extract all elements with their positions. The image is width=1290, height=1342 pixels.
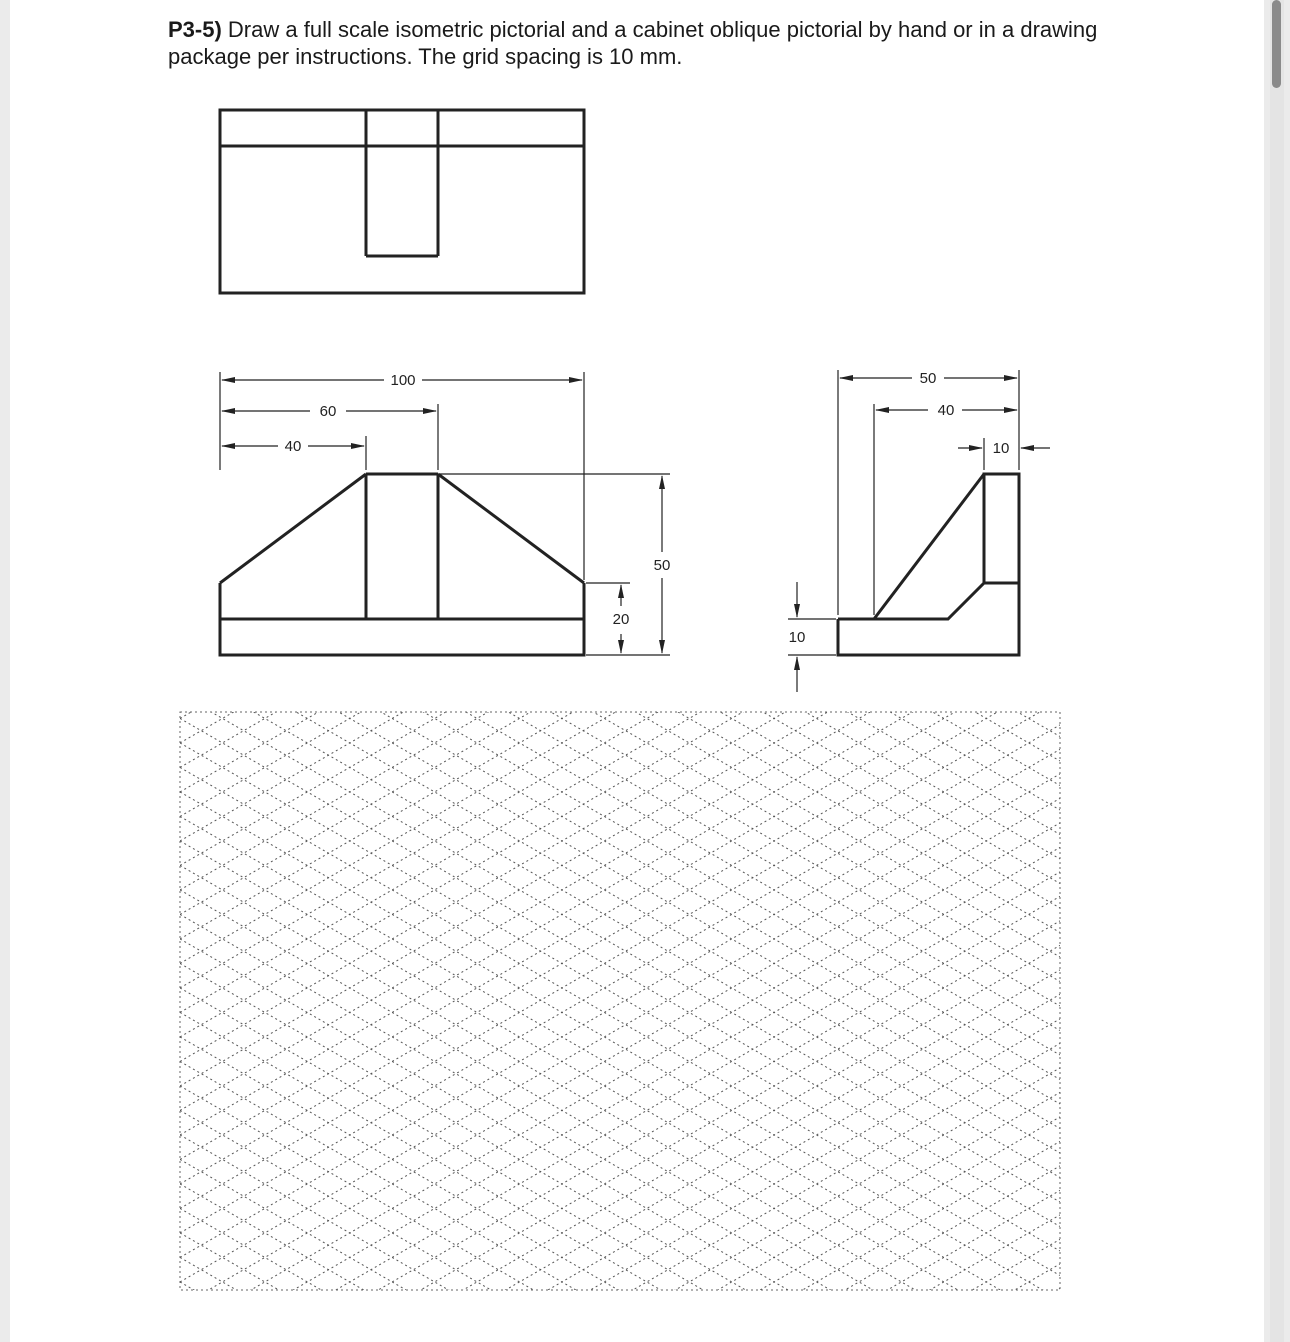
grid-line — [180, 1257, 1060, 1342]
grid-line — [180, 0, 1060, 253]
grid-line — [180, 1135, 1060, 1342]
grid-line — [180, 1264, 1060, 1342]
grid-line — [180, 890, 1060, 1342]
grid-line — [180, 914, 1060, 1342]
grid-line — [180, 112, 1060, 620]
grid-line — [180, 351, 1060, 859]
grid-line — [180, 0, 1060, 204]
grid-line — [180, 694, 1060, 1202]
grid-line — [180, 700, 1060, 1208]
grid-line — [180, 767, 1060, 1275]
grid-line — [180, 1306, 1060, 1342]
grid-line — [180, 970, 1060, 1342]
grid-line — [180, 235, 1060, 743]
grid-line — [180, 841, 1060, 1342]
grid-line — [180, 529, 1060, 1037]
front-view-dimensions — [220, 372, 670, 655]
grid-line — [180, 210, 1060, 718]
grid-line — [180, 204, 1060, 712]
grid-border — [180, 712, 1060, 1290]
grid-line — [180, 333, 1060, 841]
grid-line — [180, 571, 1060, 1079]
grid-line — [180, 1117, 1060, 1342]
grid-line — [180, 847, 1060, 1342]
grid-line — [180, 963, 1060, 1342]
grid-line — [180, 137, 1060, 645]
grid-line — [180, 1288, 1060, 1342]
grid-line — [180, 0, 1060, 498]
grid-line — [180, 1159, 1060, 1342]
grid-line — [180, 63, 1060, 571]
grid-line — [180, 498, 1060, 1006]
isometric-grid — [180, 0, 1060, 1342]
grid-line — [180, 945, 1060, 1342]
grid-line — [180, 1233, 1060, 1342]
grid-line — [180, 375, 1060, 883]
grid-line — [180, 749, 1060, 1257]
grid-line — [180, 921, 1060, 1342]
grid-line — [180, 1141, 1060, 1342]
side-view-dimensions — [788, 370, 1050, 692]
grid-line — [180, 1190, 1060, 1342]
grid-line — [180, 627, 1060, 1135]
grid-line — [180, 424, 1060, 932]
grid-line — [180, 1331, 1060, 1342]
grid-line — [180, 0, 1060, 424]
grid-line — [180, 0, 1060, 351]
scrollbar-thumb[interactable] — [1272, 0, 1281, 88]
grid-line — [180, 669, 1060, 1177]
grid-line — [180, 382, 1060, 890]
grid-line — [180, 1239, 1060, 1342]
grid-line — [180, 792, 1060, 1300]
grid-line — [180, 455, 1060, 963]
grid-line — [180, 743, 1060, 1251]
dim-10-base: 10 — [788, 629, 806, 646]
grid-line — [180, 1282, 1060, 1342]
grid-line — [180, 865, 1060, 1342]
grid-line — [180, 284, 1060, 792]
grid-line — [180, 0, 1060, 228]
grid-line — [180, 645, 1060, 1153]
grid-line — [180, 823, 1060, 1331]
grid-line — [180, 725, 1060, 1233]
grid-line — [180, 676, 1060, 1184]
grid-line — [180, 1068, 1060, 1342]
problem-label: P3-5) — [168, 17, 222, 42]
grid-line — [180, 1019, 1060, 1342]
grid-line — [180, 1110, 1060, 1342]
grid-line — [180, 504, 1060, 1012]
grid-line — [180, 431, 1060, 939]
grid-line — [180, 718, 1060, 1226]
grid-line — [180, 1061, 1060, 1342]
grid-line — [180, 449, 1060, 957]
dim-40-depth: 40 — [937, 402, 955, 419]
grid-line — [180, 0, 1060, 375]
grid-line — [180, 1086, 1060, 1342]
dim-10-rib: 10 — [992, 440, 1010, 457]
dim-50-height: 50 — [653, 557, 671, 574]
grid-line — [180, 522, 1060, 1030]
grid-line — [180, 253, 1060, 761]
problem-text: Draw a full scale isometric pictorial and a cabinet oblique pictorial by hand or in a drawing package per instructions. The grid spacing is 10 mm. — [168, 17, 1098, 69]
grid-line — [180, 480, 1060, 988]
grid-line — [180, 602, 1060, 1110]
grid-line — [180, 0, 1060, 400]
grid-line — [180, 774, 1060, 1282]
grid-line — [180, 228, 1060, 736]
grid-line — [180, 1215, 1060, 1342]
grid-line — [180, 1092, 1060, 1342]
grid-line — [180, 1184, 1060, 1342]
grid-line — [180, 161, 1060, 669]
grid-line — [180, 988, 1060, 1342]
grid-line — [180, 1043, 1060, 1342]
grid-line — [180, 326, 1060, 834]
dim-40: 40 — [284, 438, 302, 455]
grid-line — [180, 0, 1060, 277]
grid-line — [180, 406, 1060, 914]
grid-line — [180, 1012, 1060, 1342]
dim-20-height: 20 — [612, 611, 630, 628]
dim-100: 100 — [390, 372, 416, 389]
grid-line — [180, 798, 1060, 1306]
scrollbar[interactable] — [1270, 0, 1284, 1342]
grid-line — [180, 0, 1060, 326]
grid-line — [180, 1037, 1060, 1342]
grid-line — [180, 88, 1060, 596]
front-view — [220, 474, 584, 655]
grid-line — [180, 1166, 1060, 1342]
grid-line — [180, 1208, 1060, 1342]
side-view — [838, 474, 1019, 655]
grid-line — [180, 620, 1060, 1128]
grid-line — [180, 596, 1060, 1104]
grid-line — [180, 277, 1060, 785]
dim-60: 60 — [319, 403, 337, 420]
top-view — [220, 110, 584, 293]
dim-50-depth: 50 — [919, 370, 937, 387]
grid-line — [180, 0, 1060, 473]
grid-line — [180, 896, 1060, 1342]
grid-line — [180, 816, 1060, 1324]
grid-line — [180, 553, 1060, 1061]
grid-line — [180, 0, 1060, 302]
grid-line — [180, 939, 1060, 1342]
grid-line — [180, 872, 1060, 1342]
grid-line — [180, 651, 1060, 1159]
